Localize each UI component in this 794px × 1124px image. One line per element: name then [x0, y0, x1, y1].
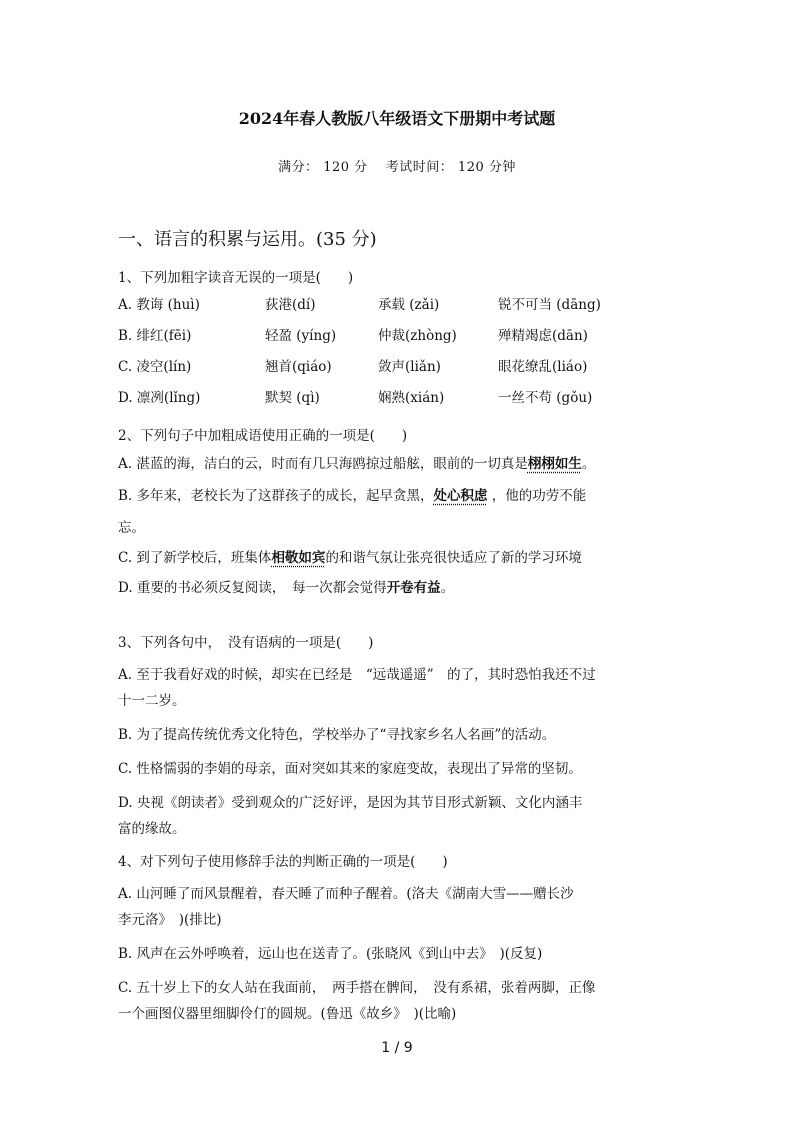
q2-option-c-text: C. 到了新学校后，班集体	[118, 550, 272, 566]
q2-option-d-idiom: 开卷有益	[386, 580, 441, 596]
q2-option-c-idiom: 相敬如宾	[271, 550, 326, 566]
q2-option-b	[118, 484, 586, 504]
q1-option-c-4: 眼花缭乱(liáo)	[498, 359, 588, 375]
q1-option-c-3: 敛声(liǎn)	[378, 359, 441, 375]
q4-option-a-line2: 李元洛》 )(排比)	[118, 912, 222, 928]
q3-option-d-line1: D. 央视《朗读者》受到观众的广泛好评，是因为其节目形式新颖、文化内涵丰	[118, 795, 583, 811]
q2-option-a-idiom: 栩栩如生	[527, 456, 582, 472]
q1-option-b-3: 仲裁(zhòng)	[378, 328, 457, 344]
q4-option-c-line1: C. 五十岁上下的女人站在我面前， 两手搭在髀间， 没有系裙，张着两脚，正像	[118, 980, 596, 996]
q2-option-d	[118, 576, 454, 596]
q1-option-a-2: 荻港(dí)	[265, 297, 316, 313]
q1-option-b-4: 殚精竭虑(dān)	[498, 328, 588, 344]
question-2-stem: 2、下列句子中加粗成语使用正确的一项是( )	[118, 428, 408, 444]
q1-option-d-1: D. 凛冽(lǐng)	[118, 390, 201, 406]
question-1-stem: 1、下列加粗字读音无误的一项是( )	[118, 270, 354, 286]
page-indicator: 1 / 9	[381, 1040, 413, 1056]
q4-option-a-line1: A. 山河睡了而风景醒着，春天睡了而种子醒着。(洛夫《湖南大雪——赠长沙	[118, 886, 574, 902]
q3-option-a-line1: A. 至于我看好戏的时候，却实在已经是 “远哉遥遥” 的了，其时恐怕我还不过	[118, 667, 596, 683]
section-heading: 一、语言的积累与运用。(35 分)	[118, 229, 377, 250]
question-3-stem: 3、下列各句中， 没有语病的一项是( )	[118, 635, 374, 651]
q1-option-b-2: 轻盈 (yíng)	[265, 328, 337, 344]
q1-option-b-1: B. 绯红(fēi)	[118, 328, 192, 344]
q2-option-b-text: B. 多年来，老校长为了这群孩子的成长，起早贪黑，	[118, 488, 434, 504]
q2-option-c-end: 的和谐气氛让张亮很快适应了新的学习环境	[325, 550, 582, 566]
q2-option-a-text: A. 湛蓝的海，洁白的云，时而有几只海鸥掠过船舷，眼前的一切真是	[118, 456, 528, 472]
q2-option-a	[118, 452, 595, 472]
q2-option-c	[118, 546, 582, 566]
q2-option-b-end: ，他的功劳不能	[487, 488, 587, 504]
q2-option-b-continued: 忘。	[118, 520, 145, 536]
q1-option-a-1: A. 教诲 (huì)	[118, 297, 200, 313]
q1-option-c-1: C. 凌空(lín)	[118, 359, 192, 375]
q3-option-d-line2: 富的缘故。	[118, 821, 186, 837]
document-title: 2024年春人教版八年级语文下册期中考试题	[238, 109, 556, 128]
q3-option-b: B. 为了提高传统优秀文化特色，学校举办了“寻找家乡名人名画”的活动。	[118, 727, 556, 743]
q1-option-d-4: 一丝不苟 (gǒu)	[498, 390, 593, 406]
question-4-stem: 4、对下列句子使用修辞手法的判断正确的一项是( )	[118, 854, 448, 870]
q2-option-d-text: D. 重要的书必须反复阅读， 每一次都会觉得	[118, 580, 387, 596]
q1-option-c-2: 翘首(qiáo)	[265, 359, 332, 375]
q1-option-d-2: 默契 (qì)	[265, 390, 320, 406]
q3-option-a-line2: 十一二岁。	[118, 693, 186, 709]
exam-meta: 满分： 120 分 考试时间： 120 分钟	[278, 160, 516, 175]
q4-option-c-line2: 一个画图仪器里细脚伶仃的圆规。(鲁迅《故乡》 )(比喻)	[118, 1006, 457, 1022]
q1-option-d-3: 娴熟(xián)	[378, 390, 445, 406]
q2-option-b-idiom: 处心积虑	[433, 488, 488, 504]
q2-option-a-end: 。	[581, 456, 596, 472]
q2-option-d-end: 。	[440, 580, 455, 596]
q1-option-a-4: 锐不可当 (dāng)	[498, 297, 601, 313]
q4-option-b: B. 风声在云外呼唤着，远山也在送青了。(张晓风《到山中去》 )(反复)	[118, 946, 543, 962]
q3-option-c: C. 性格懦弱的李娟的母亲，面对突如其来的家庭变故，表现出了异常的坚韧。	[118, 761, 582, 777]
q1-option-a-3: 承载 (zǎi)	[378, 297, 440, 313]
